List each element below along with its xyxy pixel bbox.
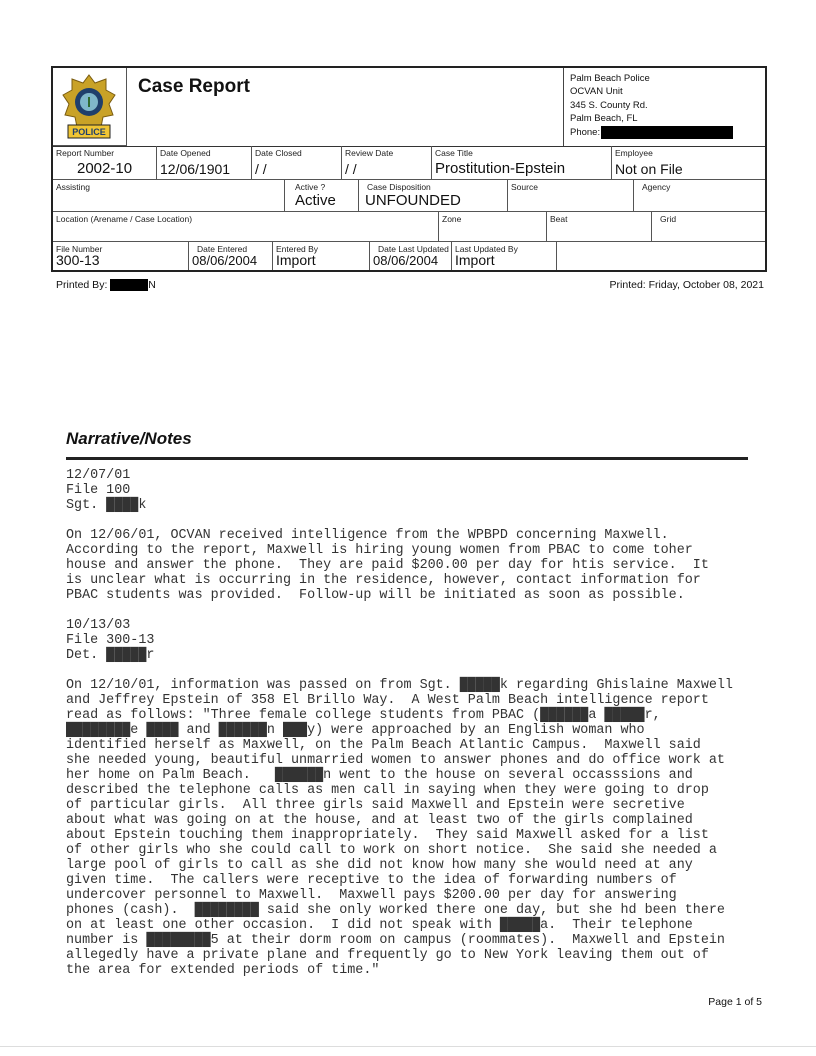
field-case-title: Case Title Prostitution-Epstein <box>432 146 612 180</box>
page-title: Case Report <box>138 76 250 97</box>
address-line: OCVAN Unit <box>570 86 623 98</box>
field-grid: Grid <box>652 212 765 242</box>
address-line: Palm Beach, FL <box>570 113 638 125</box>
svg-text:POLICE: POLICE <box>72 127 106 137</box>
field-entered-by: Entered By Import <box>273 242 370 270</box>
address-line: 345 S. County Rd. <box>570 99 648 111</box>
field-active: Active ? Active <box>285 180 359 212</box>
field-date-opened: Date Opened 12/06/1901 <box>157 146 252 180</box>
page-number: Page 1 of 5 <box>708 996 762 1008</box>
field-assisting: Assisting <box>53 180 285 212</box>
field-file-number: File Number 300-13 <box>53 242 189 270</box>
field-date-closed: Date Closed / / <box>252 146 342 180</box>
redaction <box>110 279 148 291</box>
narrative-heading: Narrative/Notes <box>66 429 192 448</box>
printed-by <box>56 279 156 291</box>
field-agency: Agency <box>634 180 765 212</box>
printed-by-label: Printed By: <box>56 279 108 291</box>
field-report-number: Report Number 2002-10 <box>53 146 157 180</box>
address-line: Palm Beach Police <box>570 73 650 84</box>
police-badge-logo <box>61 73 117 141</box>
phone-label: Phone: <box>570 126 601 138</box>
phone-line <box>570 126 767 139</box>
field-employee: Employee Not on File <box>612 146 765 180</box>
narrative-text: 12/07/01 File 100 Sgt. ████k On 12/06/01, OCVAN received intelligence from the WPBPD concerning Maxwell. According to the report, Maxwell is hiring young women from PBAC to come toher house and answer the phone. They are paid $200.00 per day for htis service. It is unclear what is occurring in the residence, however, contact information for PBAC students was provided. Follow-up will be initiated as soon as possible. 10/13/03 File 300-13 Det. █████r On 12/10/01, information was passed on from Sgt. █████k regarding Ghislaine Maxwell and Jeffrey Epstein of 358 El Brillo Way. A West Palm Beach intelligence report read as follows: "Three female college students from PBAC (██████a █████r, ████████e ████ and ██████n ███y) were approached by an English woman who identified herself as Maxwell, on the Palm Beach Atlantic Campus. Maxwell said she needed young, beautiful unmarried women to answer phones and do office work at her home on Palm Beach. ██████n went to the house on several occasssions and described the telephone calls as men call in saying when they were going to drop of particular girls. All three girls said Maxwell and Epstein were secretive about what was going on at the house, and at least two of the girls complained about Epstein touching them inappropriately. They said Maxwell asked for a list of other girls who she could call to work on short notice. She said she needed a large pool of girls to call as she did not know how many she would need at any given time. The callers were receptive to the idea of forwarding numbers of undercover personnel to Maxwell. Maxwell pays $200.00 per day for answering phones (cash). ████████ said she only worked there one day, but she hd been there on at least one other occasion. I did not speak with █████a. Their telephone number is ████████5 at their dorm room on campus (roommates). Maxwell and Epstein allegedly have a private plane and frequently go to New York leaving them out of the area for extended periods of time." <box>66 468 733 978</box>
page-edge <box>0 1046 816 1047</box>
logo-cell <box>53 68 127 146</box>
field-source: Source <box>508 180 634 212</box>
case-report-header <box>51 66 767 272</box>
field-date-last-updated: Date Last Updated 08/06/2004 <box>370 242 452 270</box>
redaction <box>601 126 733 139</box>
field-last-updated-by: Last Updated By Import <box>452 242 557 270</box>
printed-by-suffix: N <box>148 279 156 291</box>
field-zone: Zone <box>439 212 547 242</box>
field-review-date: Review Date / / <box>342 146 432 180</box>
field-case-disposition: Case Disposition UNFOUNDED <box>359 180 508 212</box>
field-location: Location (Arename / Case Location) <box>53 212 439 242</box>
printed-date: Printed: Friday, October 08, 2021 <box>609 279 764 291</box>
field-beat: Beat <box>547 212 652 242</box>
agency-address <box>563 68 767 146</box>
heading-rule <box>66 457 748 460</box>
field-date-entered: Date Entered 08/06/2004 <box>189 242 273 270</box>
